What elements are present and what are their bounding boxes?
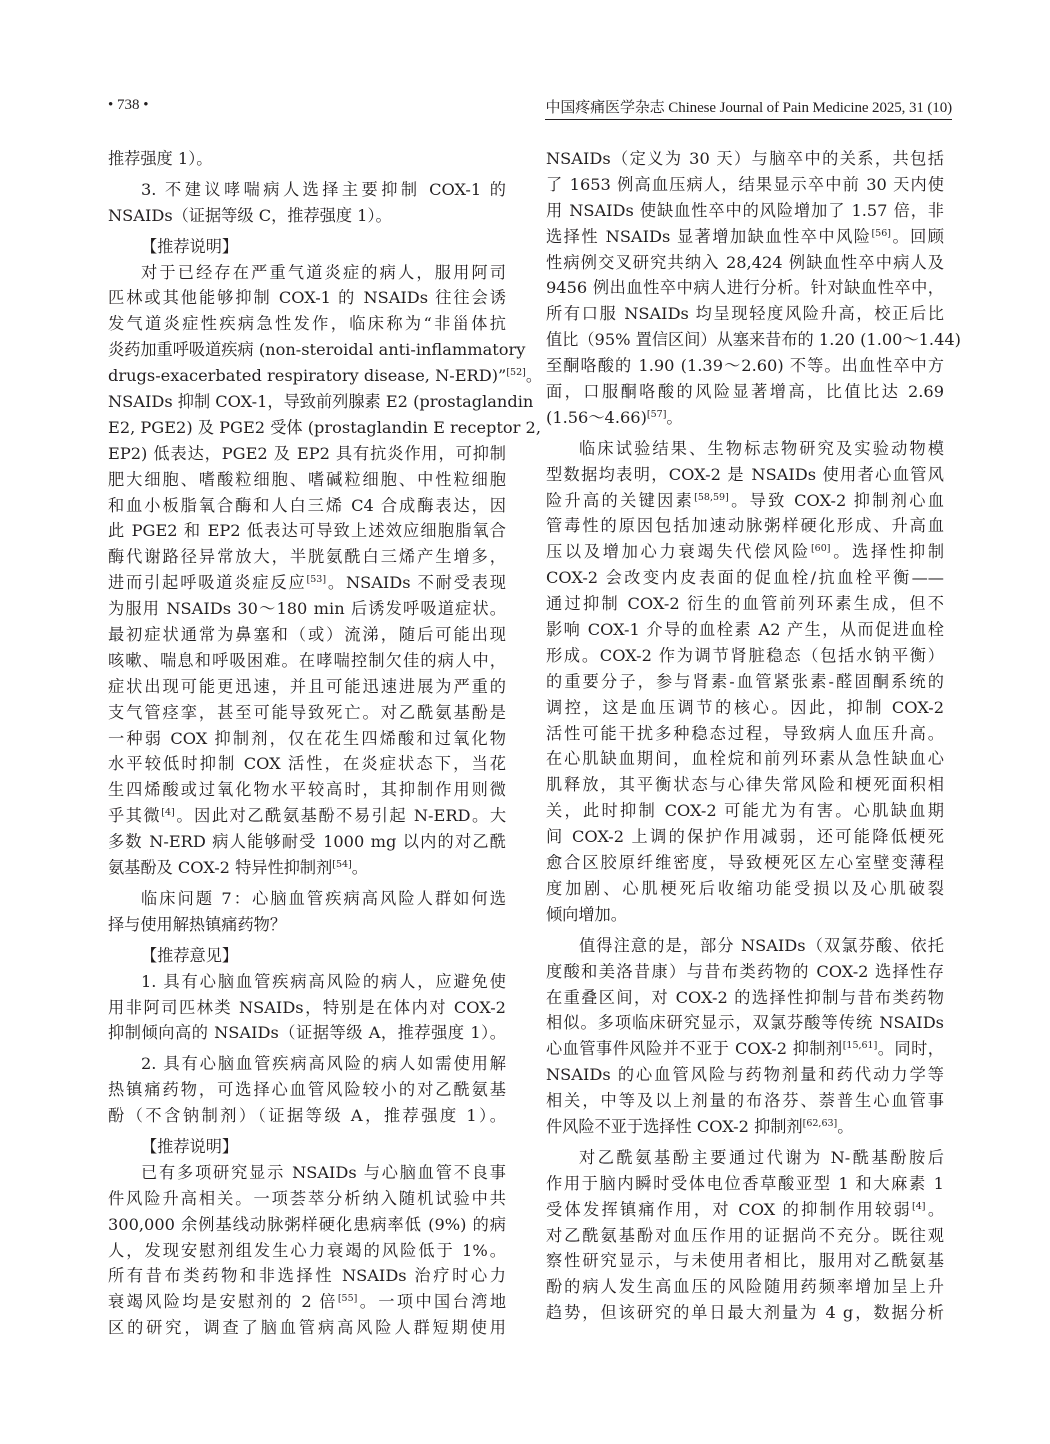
line-text: 匹林或其他能够抑制 COX-1 的 NSAIDs 往往会诱	[108, 288, 506, 308]
text-line	[546, 824, 944, 850]
line-text: 度加剧、心肌梗死后收缩功能受损以及心肌破裂	[546, 878, 944, 898]
text-line	[546, 1300, 944, 1326]
text-line	[108, 1238, 506, 1264]
citation-reference[interactable]: [57]	[646, 408, 667, 420]
line-text: 值得注意的是，部分 NSAIDs（双氯芬酸、依托	[579, 935, 944, 955]
text-line	[546, 327, 961, 353]
line-text: 氨基酚及 COX-2 特异性抑制剂	[108, 858, 333, 878]
text-line	[546, 617, 944, 643]
line-text: 选择性 NSAIDs 显著增加缺血性卒中风险	[546, 226, 872, 246]
line-text: 推荐强度 1）。	[108, 149, 213, 168]
line-text: 炎药加重呼吸道疾病 (non-steroidal anti-inflammatory	[108, 340, 526, 360]
text-line	[108, 518, 506, 544]
line-text: 倾向增加。	[546, 904, 627, 924]
text-line	[546, 1036, 944, 1062]
line-text-continued: 。同时，	[877, 1039, 944, 1059]
text-line	[546, 798, 944, 824]
text-line	[546, 462, 944, 488]
line-text: 相关，中等及以上剂量的布洛芬、萘普生心血管事	[546, 1091, 944, 1111]
text-line	[108, 285, 506, 311]
text-line	[546, 772, 944, 798]
text-line	[546, 643, 944, 669]
line-text: 用非阿司匹林类 NSAIDs，特别是在体内对 COX-2	[108, 997, 506, 1017]
text-line	[108, 886, 506, 912]
text-line	[546, 959, 944, 985]
text-line	[546, 224, 944, 250]
text-line	[546, 1223, 944, 1249]
line-text-continued: 。因此对乙酰氨基酚不易引起 N-ERD。大	[174, 806, 507, 826]
text-line	[546, 436, 944, 462]
line-text: 3. 不建议哮喘病人选择主要抑制 COX-1 的	[141, 179, 506, 199]
text-line	[108, 177, 506, 203]
line-text: 度酸和美洛昔康）与昔布类药物的 COX-2 选择性存	[546, 961, 944, 981]
line-text: 至酮咯酸的 1.90 (1.39～2.60) 不等。出血性卒中方	[546, 356, 944, 376]
text-line	[546, 1145, 944, 1171]
text-line	[546, 1114, 944, 1140]
line-text: 间 COX-2 上调的保护作用减弱，还可能降低梗死	[546, 827, 944, 847]
citation-reference[interactable]: [55]	[337, 1293, 358, 1305]
text-line	[108, 260, 506, 286]
text-line	[546, 1171, 944, 1197]
text-line	[108, 1103, 506, 1129]
citation-reference[interactable]: [54]	[332, 859, 352, 871]
citation-reference[interactable]: [53]	[306, 574, 327, 586]
line-text: 件风险不亚于选择性 COX-2 抑制剂	[546, 1116, 803, 1136]
text-line	[108, 596, 506, 622]
line-text: 对乙酰氨基酚对血压作用的证据尚不充分。既往观	[546, 1225, 944, 1245]
text-line	[108, 415, 541, 441]
text-line	[546, 746, 944, 772]
line-text: 人，发现安慰剂组发生心力衰竭的风险低于 1%。	[108, 1240, 506, 1260]
line-text: 肌释放，其平衡状态与心律失常风险和梗死面积相	[546, 775, 944, 795]
text-line	[546, 488, 944, 514]
line-text: 【推荐说明】	[141, 236, 239, 256]
line-text: NSAIDs 抑制 COX-1，导致前列腺素 E2 (prostaglandin	[108, 392, 534, 412]
line-text: 酚（不含钠制剂）（证据等级 A，推荐强度 1）。	[108, 1106, 506, 1126]
line-text: 所有口服 NSAIDs 均呈现轻度风险升高，校正后比	[546, 304, 944, 324]
line-text-continued: 。	[837, 1116, 854, 1136]
line-text: (1.56～4.66)	[546, 407, 647, 427]
text-line	[546, 1062, 944, 1088]
text-line	[546, 591, 944, 617]
line-text: 所有昔布类药物和非选择性 NSAIDs 治疗时心力	[108, 1266, 506, 1286]
line-text: 对乙酰氨基酚主要通过代谢为 N-酰基酚胺后	[579, 1147, 944, 1167]
line-text: 咳嗽、喘息和呼吸困难。在哮喘控制欠佳的病人中，	[108, 650, 506, 670]
text-line	[108, 829, 506, 855]
line-text: 用 NSAIDs 使缺血性卒中的风险增加了 1.57 倍，非	[546, 200, 944, 220]
text-line	[108, 467, 506, 493]
citation-reference[interactable]: [56]	[871, 227, 891, 239]
text-line	[546, 1197, 944, 1223]
line-text: 最初症状通常为鼻塞和（或）流涕，随后可能出现	[108, 625, 506, 645]
line-text-continued: 。一项中国台湾地	[357, 1292, 507, 1312]
line-text: 险升高的关键因素	[546, 490, 695, 510]
text-line	[108, 622, 506, 648]
text-line	[108, 855, 506, 881]
text-line	[108, 311, 506, 337]
text-line	[108, 1160, 506, 1186]
line-text: 面，口服酮咯酸的风险显著增高，比值比达 2.69	[546, 382, 944, 402]
line-text-continued: 。回顾	[890, 226, 944, 246]
line-text: 生四烯酸或过氧化物水平较高时，其抑制作用则微	[108, 780, 506, 800]
text-line	[546, 405, 944, 431]
text-line	[546, 1010, 944, 1036]
line-text: 已有多项研究显示 NSAIDs 与心脑血管不良事	[141, 1162, 506, 1182]
line-text: 乎其微	[108, 806, 162, 826]
line-text: 在心肌缺血期间，血栓烷和前列环素从急性缺血心	[546, 749, 944, 769]
text-line	[546, 669, 944, 695]
text-line	[108, 493, 506, 519]
line-text: 临床问题 7：心脑血管疾病高风险人群如何选	[141, 888, 506, 908]
line-text: 一种弱 COX 抑制剂，仅在花生四烯酸和过氧化物	[108, 728, 506, 748]
line-text: 了 1653 例高血压病人，结果显示卒中前 30 天内使	[546, 174, 944, 194]
line-text: 【推荐说明】	[141, 1136, 239, 1156]
text-line	[546, 172, 944, 198]
citation-reference[interactable]: [4]	[912, 1200, 926, 1212]
line-text: 肥大细胞、嗜酸粒细胞、嗜碱粒细胞、中性粒细胞	[108, 469, 506, 489]
line-text: 和血小板脂氧合酶和人白三烯 C4 合成酶表达，因	[108, 495, 506, 515]
line-text: 症状出现可能更迅速，并且可能迅速进展为严重的	[108, 676, 506, 696]
text-line	[546, 876, 944, 902]
line-text: 愈合区胶原纤维密度，导致梗死区左心室壁变薄程	[546, 853, 944, 873]
line-text: 进而引起呼吸道炎症反应	[108, 573, 307, 593]
text-line	[108, 648, 506, 674]
line-text: 9456 例出血性卒中病人进行分析。针对缺血性卒中，	[546, 278, 944, 298]
line-text: drugs-exacerbated respiratory disease, N-ERD)”	[108, 366, 507, 386]
line-text: 影响 COX-1 介导的血栓素 A2 产生，从而促进血栓	[546, 620, 944, 640]
text-line	[108, 700, 506, 726]
line-text: 此 PGE2 和 EP2 低表达可导致上述效应细胞脂氧合	[108, 521, 506, 541]
line-text: COX-2 会改变内皮表面的促血栓/抗血栓平衡——	[546, 568, 944, 588]
text-line	[108, 146, 506, 172]
text-line	[546, 850, 944, 876]
text-line	[108, 570, 506, 596]
text-line	[108, 441, 506, 467]
citation-reference[interactable]: [52]	[506, 367, 526, 379]
citation-reference[interactable]: [15,61]	[842, 1040, 878, 1052]
line-text: 发气道炎症性疾病急性发作，临床称为“非甾体抗	[108, 314, 506, 334]
line-text: 【推荐意见】	[141, 945, 239, 965]
line-text: EP2) 低表达，PGE2 及 EP2 具有抗炎作用，可抑制	[108, 443, 506, 463]
text-line	[546, 146, 944, 172]
line-text: 在重叠区间，对 COX-2 的选择性抑制与昔布类药物	[546, 987, 944, 1007]
line-text: 区的研究，调查了脑血管病高风险人群短期使用	[108, 1318, 506, 1338]
line-text: 调控，这是血压调节的核心。因此，抑制 COX-2	[546, 697, 944, 717]
line-text: 察性研究显示，与未使用者相比，服用对乙酰氨基	[546, 1251, 944, 1271]
line-text-continued: 。	[351, 858, 368, 878]
line-text: 管毒性的原因包括加速动脉粥样硬化形成、升高血	[546, 516, 944, 536]
text-line	[108, 751, 506, 777]
line-text: 受体发挥镇痛作用，对 COX 的抑制作用较弱	[546, 1199, 913, 1219]
text-line	[108, 777, 506, 803]
text-line	[546, 301, 944, 327]
text-line	[546, 1088, 944, 1114]
line-text: 择与使用解热镇痛药物？	[108, 914, 287, 934]
line-text-continued: 。	[666, 407, 683, 427]
line-text: 对于已经存在严重气道炎症的病人，服用阿司	[141, 262, 506, 282]
text-line	[546, 1248, 944, 1274]
line-text: 压以及增加心力衰竭失代偿风险	[546, 542, 811, 562]
text-line	[108, 1263, 506, 1289]
line-text: 通过抑制 COX-2 衍生的血管前列环素生成，但不	[546, 594, 944, 614]
text-line	[546, 933, 944, 959]
citation-reference[interactable]: [4]	[161, 807, 175, 819]
line-text: NSAIDs（定义为 30 天）与脑卒中的关系，共包括	[546, 149, 944, 168]
line-text: 相似。多项临床研究显示，双氯芬酸等传统 NSAIDs	[546, 1013, 944, 1033]
text-line	[546, 695, 944, 721]
line-text: NSAIDs 的心血管风险与药物剂量和药代动力学等	[546, 1065, 944, 1085]
text-line	[546, 250, 944, 276]
citation-reference[interactable]: [60]	[810, 543, 831, 555]
line-text: E2, PGE2) 及 PGE2 受体 (prostaglandin E receptor 2,	[108, 417, 541, 437]
line-text: 300,000 余例基线动脉粥样硬化患病率低 (9%) 的病	[108, 1214, 506, 1234]
text-line	[108, 674, 506, 700]
line-text: 型数据均表明，COX-2 是 NSAIDs 使用者心血管风	[546, 464, 944, 484]
line-text-continued: 。	[525, 366, 543, 386]
line-text: 为服用 NSAIDs 30～180 min 后诱发呼吸道症状。	[108, 599, 506, 619]
text-line	[546, 539, 944, 565]
text-line	[108, 1212, 506, 1238]
text-line	[546, 353, 944, 379]
text-line	[108, 969, 506, 995]
line-text: 心血管事件风险并不亚于 COX-2 抑制剂	[546, 1039, 843, 1059]
line-text: 值比（95% 置信区间）从塞来昔布的 1.20 (1.00～1.44)	[546, 330, 961, 350]
line-text: 趋势，但该研究的单日最大剂量为 4 g，数据分析	[546, 1303, 944, 1323]
text-line	[546, 1274, 944, 1300]
line-text: 形成。COX-2 作为调节肾脏稳态（包括水钠平衡）	[546, 645, 944, 665]
text-line	[108, 363, 543, 389]
line-text: 酶代谢路径异常放大，半胱氨酰白三烯产生增多，	[108, 547, 506, 567]
line-text: 活性可能干扰多种稳态过程，导致病人血压升高。	[546, 723, 944, 743]
text-line	[546, 985, 944, 1011]
line-text: 性病例交叉研究共纳入 28,424 例缺血性卒中病人及	[546, 252, 944, 272]
right-text-column	[546, 146, 961, 1326]
text-line	[108, 234, 506, 260]
text-line	[546, 902, 944, 928]
text-line	[108, 1289, 506, 1315]
text-line	[108, 803, 506, 829]
left-text-column	[108, 146, 543, 1341]
line-text: 衰竭风险均是安慰剂的 2 倍	[108, 1292, 338, 1312]
text-line	[108, 203, 506, 229]
line-text: 件风险升高相关。一项荟萃分析纳入随机试验中共	[108, 1188, 506, 1208]
line-text: 的重要分子，参与肾素-血管紧张素-醛固酮系统的	[546, 671, 944, 691]
line-text: NSAIDs（证据等级 C，推荐强度 1）。	[108, 205, 392, 225]
text-line	[108, 995, 506, 1021]
page-number: • 738 •	[108, 97, 149, 113]
text-line	[546, 379, 944, 405]
text-line	[546, 721, 944, 747]
line-text: 酚的病人发生高血压的风险随用药频率增加呈上升	[546, 1277, 944, 1297]
line-text-continued: 。	[925, 1199, 945, 1219]
line-text: 1. 具有心脑血管疾病高风险的病人，应避免使	[141, 971, 506, 991]
line-text-continued: 。选择性抑制	[830, 542, 945, 562]
text-line	[546, 513, 944, 539]
line-text: 关，此时抑制 COX-2 可能尤为有害。心肌缺血期	[546, 801, 944, 821]
text-line	[108, 1077, 506, 1103]
text-line	[108, 912, 506, 938]
citation-reference[interactable]: [62,63]	[802, 1117, 838, 1129]
line-text-continued: 。NSAIDs 不耐受表现	[326, 573, 506, 593]
text-line	[108, 1315, 506, 1341]
text-line	[108, 1020, 506, 1046]
journal-running-header: 中国疼痛医学杂志 Chinese Journal of Pain Medicine 2025, 31 (10)	[545, 96, 952, 120]
text-line	[108, 726, 506, 752]
text-line	[108, 544, 506, 570]
text-line	[546, 565, 944, 591]
line-text: 2. 具有心脑血管疾病高风险的病人如需使用解	[141, 1054, 506, 1074]
text-line	[108, 389, 534, 415]
text-line	[546, 198, 944, 224]
line-text: 临床试验结果、生物标志物研究及实验动物模	[579, 438, 944, 458]
text-line	[108, 1186, 506, 1212]
text-line	[108, 1051, 506, 1077]
line-text: 作用于脑内瞬时受体电位香草酸亚型 1 和大麻素 1	[546, 1173, 944, 1193]
text-line	[108, 1134, 506, 1160]
line-text: 支气管痉挛，甚至可能导致死亡。对乙酰氨基酚是	[108, 702, 506, 722]
line-text-continued: 。导致 COX-2 抑制剂心血	[728, 490, 944, 510]
text-line	[108, 337, 526, 363]
text-line	[108, 943, 506, 969]
line-text: 水平较低时抑制 COX 活性，在炎症状态下，当花	[108, 754, 506, 774]
line-text: 多数 N-ERD 病人能够耐受 1000 mg 以内的对乙酰	[108, 832, 506, 852]
text-line	[546, 275, 944, 301]
citation-reference[interactable]: [58,59]	[694, 491, 729, 503]
line-text: 抑制倾向高的 NSAIDs（证据等级 A，推荐强度 1）。	[108, 1023, 506, 1043]
line-text: 热镇痛药物，可选择心血管风险较小的对乙酰氨基	[108, 1080, 506, 1100]
